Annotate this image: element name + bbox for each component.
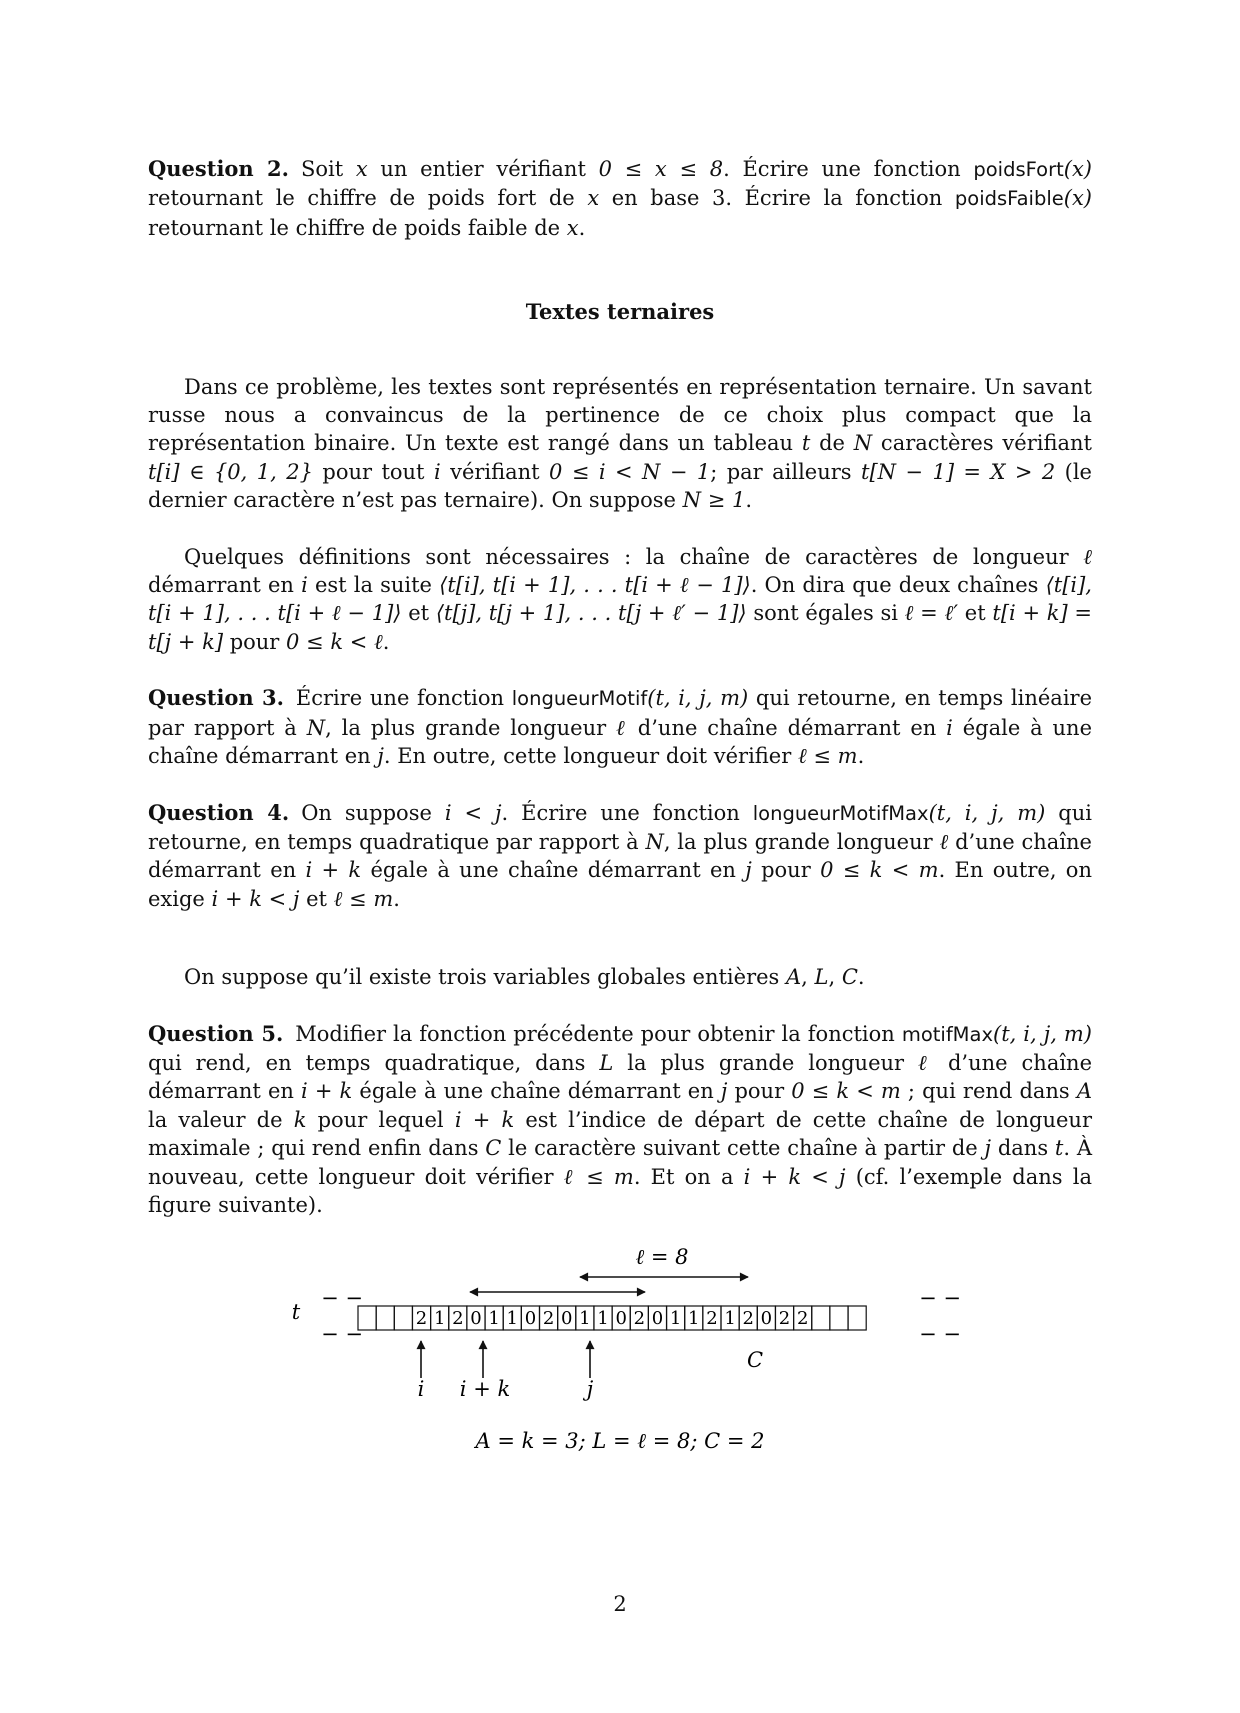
cell-row (358, 1306, 866, 1330)
cell-value: 1 (688, 1308, 700, 1329)
cell-value: 2 (706, 1308, 718, 1329)
function-name: motifMax (901, 1022, 993, 1046)
function-name: longueurMotifMax (752, 801, 929, 825)
section-title: Textes ternaires (525, 299, 715, 325)
cell-value: 1 (669, 1308, 682, 1329)
ellipsis-right-bottom: − − (919, 1322, 961, 1346)
arrow-label-i: i (417, 1377, 425, 1401)
cell-value: 1 (579, 1308, 591, 1329)
arrow-label-j: j (586, 1377, 594, 1401)
cell-value: 0 (760, 1308, 773, 1329)
cell-value: 1 (488, 1308, 500, 1329)
cell-value: 2 (796, 1308, 809, 1329)
cell-value: 2 (742, 1308, 754, 1329)
cell (376, 1306, 394, 1330)
question-label: Question 3. (148, 685, 284, 711)
function-name: longueurMotif (511, 687, 648, 711)
function-name: poidsFort (973, 158, 1064, 181)
cell (812, 1306, 830, 1330)
cell (394, 1306, 412, 1330)
cell-value: 0 (651, 1308, 664, 1329)
cell-value: 0 (470, 1308, 482, 1329)
figure-caption: A = k = 3; L = ℓ = 8; C = 2 (475, 1429, 765, 1453)
cell-value: 1 (597, 1308, 609, 1329)
length-label: ℓ = 8 (635, 1245, 689, 1269)
cell-value: 2 (633, 1308, 646, 1329)
question-5: Question 5. Modifier la fonction précédente pour obtenir la fonction motifMax(t, i, j, m) qui rend, en temps quadratique, dans L la plus grande longueur ℓ d’une chaîne démarrant en i + k égale à une chaîne démarrant en j pour 0 ≤ k < m ; qui rend dans A la valeur de k pour lequel i + k est l’indice de départ de cette chaîne de longueur maximale ; qui rend enfin dans C le caractère suivant cette chaîne à partir de j dans t. À nouveau, cette longueur doit vérifier ℓ ≤ m. Et on a i + k < j (cf. l’exemple dans la figure suivante). (148, 1020, 1093, 1217)
cell-value: 0 (524, 1308, 537, 1329)
ellipsis-left-bottom: − − (321, 1322, 363, 1346)
cell-value: 2 (778, 1308, 791, 1329)
cell-value: 0 (615, 1308, 627, 1329)
function-name: poidsFaible (954, 187, 1064, 211)
cell-value: 1 (433, 1308, 446, 1329)
c-label: C (746, 1348, 764, 1372)
cell (848, 1306, 866, 1330)
question-label: Question 2. (148, 156, 289, 181)
ellipsis-left-top: − − (321, 1286, 363, 1310)
cell (830, 1306, 848, 1330)
cell-value: 2 (542, 1308, 555, 1329)
arrow-label-i-plus-k: i + k (459, 1377, 511, 1401)
question-3: Question 3. Écrire une fonction longueurMotif(t, i, j, m) qui retourne, en temps linéaire par rapport à N, la plus grande longueur ℓ d’une chaîne démarrant en i égale à une chaîne démarrant en j. En outre, cette longueur doit vérifier ℓ ≤ m. (148, 685, 1093, 769)
cell-value: 2 (415, 1308, 428, 1329)
cell-value: 1 (506, 1308, 519, 1329)
paragraph-intro: Dans ce problème, les textes sont représentés en représentation ternaire. Un savant russe nous a convaincus de la pertinence de ce choix plus compact que la représentation binaire. Un texte est rangé dans un tableau t de N caractères vérifiant t[i] ∈ {0, 1, 2} pour tout i vérifiant 0 ≤ i < N − 1; par ailleurs t[N − 1] = X > 2 (le dernier caractère n’est pas ternaire). On suppose N ≥ 1. (148, 374, 1092, 513)
question-2: Question 2. Soit x un entier vérifiant 0 ≤ x ≤ 8. Écrire une fonction poidsFort(x) retournant le chiffre de poids fort de x en base 3. Écrire la fonction poidsFaible(x) retournant le chiffre de poids faible de x. (148, 156, 1092, 240)
question-4: Question 4. On suppose i < j. Écrire une fonction longueurMotifMax(t, i, j, m) qui retourne, en temps quadratique par rapport à N, la plus grande longueur ℓ d’une chaîne démarrant en i + k égale à une chaîne démarrant en j pour 0 ≤ k < m. En outre, on exige i + k < j et ℓ ≤ m. (148, 799, 1092, 911)
cell-value: 2 (452, 1308, 464, 1329)
row-label: t (291, 1300, 301, 1324)
question-label: Question 5. (148, 1020, 284, 1046)
page-number: 2 (613, 1592, 627, 1616)
question-label: Question 4. (148, 799, 290, 825)
ellipsis-right-top: − − (919, 1286, 961, 1310)
paragraph-globals: On suppose qu’il existe trois variables globales entières A, L, C. (184, 965, 865, 990)
cell-value: 0 (560, 1308, 573, 1329)
paragraph-definitions: Quelques définitions sont nécessaires : la chaîne de caractères de longueur ℓ démarrant en i est la suite ⟨t[i], t[i + 1], . . . t[i + ℓ − 1]⟩. On dira que deux chaînes ⟨t[i], t[i + 1], . . . t[i + ℓ − 1]⟩ et ⟨t[j], t[j + 1], . . . t[j + ℓ′ − 1]⟩ sont égales si ℓ = ℓ′ et t[i + k] = t[j + k] pour 0 ≤ k < ℓ. (148, 544, 1093, 654)
cell-value: 1 (724, 1308, 736, 1329)
